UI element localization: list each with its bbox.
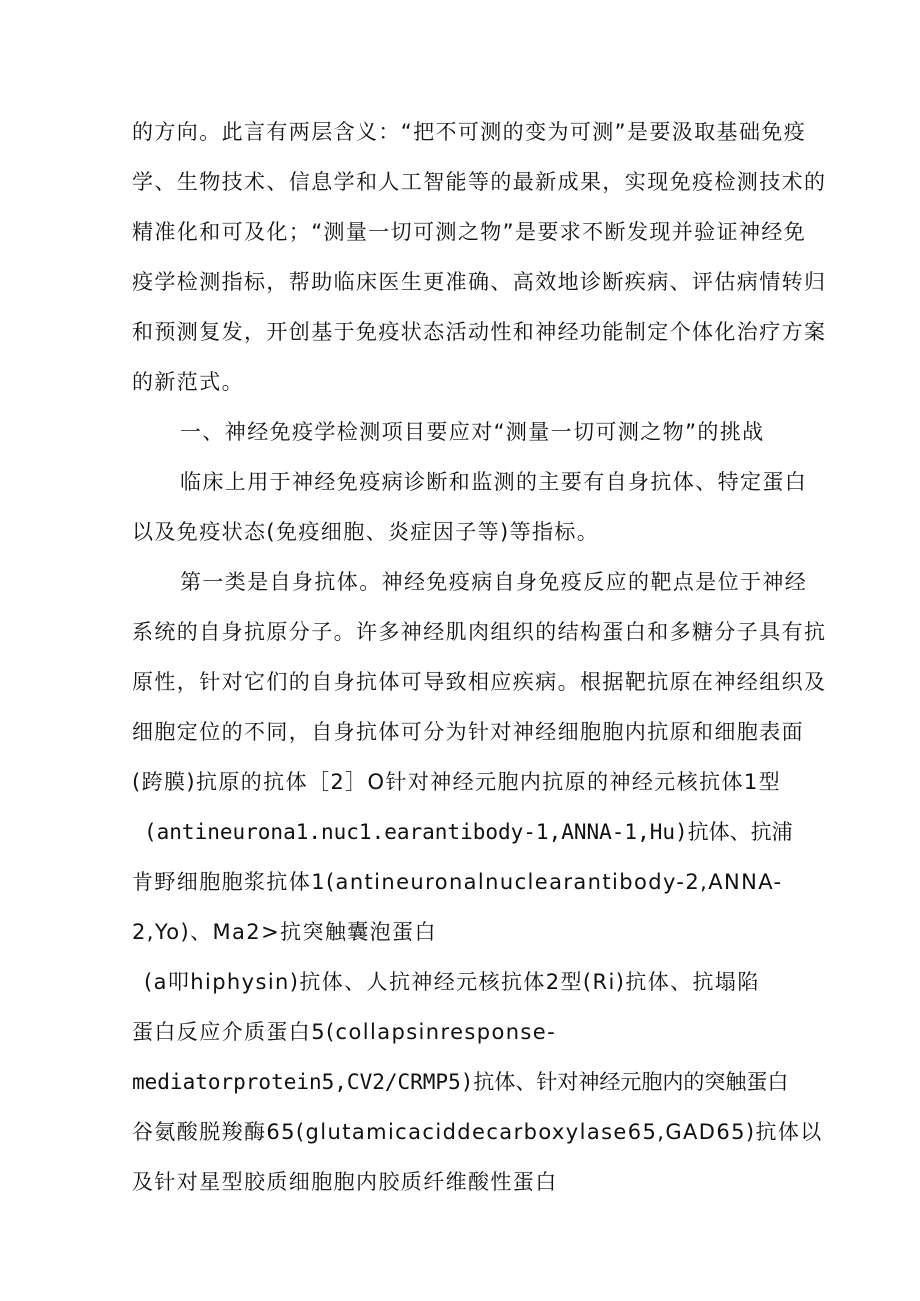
text-line: 的方向。此言有两层含义：“把不可测的变为可测”是要汲取基础免疫 [132, 120, 807, 144]
section-heading: 一、神经免疫学检测项目要应对“测量一切可测之物”的挑战 [180, 420, 765, 444]
text-line: 谷氨酸脱羧酶65(glutamicaciddecarboxylase65,GAD65)抗体以 [132, 1120, 823, 1144]
text-line: 学、生物技术、信息学和人工智能等的最新成果，实现免疫检测技术的 [132, 170, 827, 194]
text-line: 细胞定位的不同，自身抗体可分为针对神经细胞胞内抗原和细胞表面 [132, 720, 804, 744]
text-line: 原性，针对它们的自身抗体可导致相应疾病。根据靶抗原在神经组织及 [132, 670, 827, 694]
text-line: 及针对星型胶质细胞胞内胶质纤维酸性蛋白 [132, 1170, 558, 1194]
text-line: 精准化和可及化；“测量一切可测之物”是要求不断发现并验证神经免 [132, 220, 807, 244]
text-line: mediatorprotein5,CV2/CRMP5)抗体、针对神经元胞内的突触蛋白 [132, 1070, 789, 1094]
text-line: (antineurona1.nuc1.earantibody-1,ANNA-1,Hu)抗体、抗浦 [144, 820, 793, 844]
text-line: 系统的自身抗原分子。许多神经肌肉组织的结构蛋白和多糖分子具有抗 [132, 620, 827, 644]
text-line: 以及免疫状态(免疫细胞、炎症因子等)等指标。 [132, 520, 600, 544]
text-line: (a叩hiphysin)抗体、人抗神经元核抗体2型(Ri)抗体、抗塌陷 [144, 970, 760, 994]
text-line: 和预测复发，开创基于免疫状态活动性和神经功能制定个体化治疗方案 [132, 320, 827, 344]
text-line: 第一类是自身抗体。神经免疫病自身免疫反应的靶点是位于神经 [180, 570, 808, 594]
text-line: 蛋白反应介质蛋白5(collapsinresponse- [132, 1020, 557, 1044]
text-line: 肯野细胞胞浆抗体1(antineuronalnuclearantibody-2,ANNA- [132, 870, 783, 894]
text-line: 疫学检测指标，帮助临床医生更准确、高效地诊断疾病、评估病情转归 [132, 270, 827, 294]
text-line: 的新范式。 [132, 370, 244, 394]
text-line: 临床上用于神经免疫病诊断和监测的主要有自身抗体、特定蛋白 [180, 470, 808, 494]
text-line: 2,Yo)、Ma2>抗突触囊泡蛋白 [132, 920, 437, 944]
text-line: (跨膜)抗原的抗体［2］O针对神经元胞内抗原的神经元核抗体1型 [132, 770, 782, 794]
